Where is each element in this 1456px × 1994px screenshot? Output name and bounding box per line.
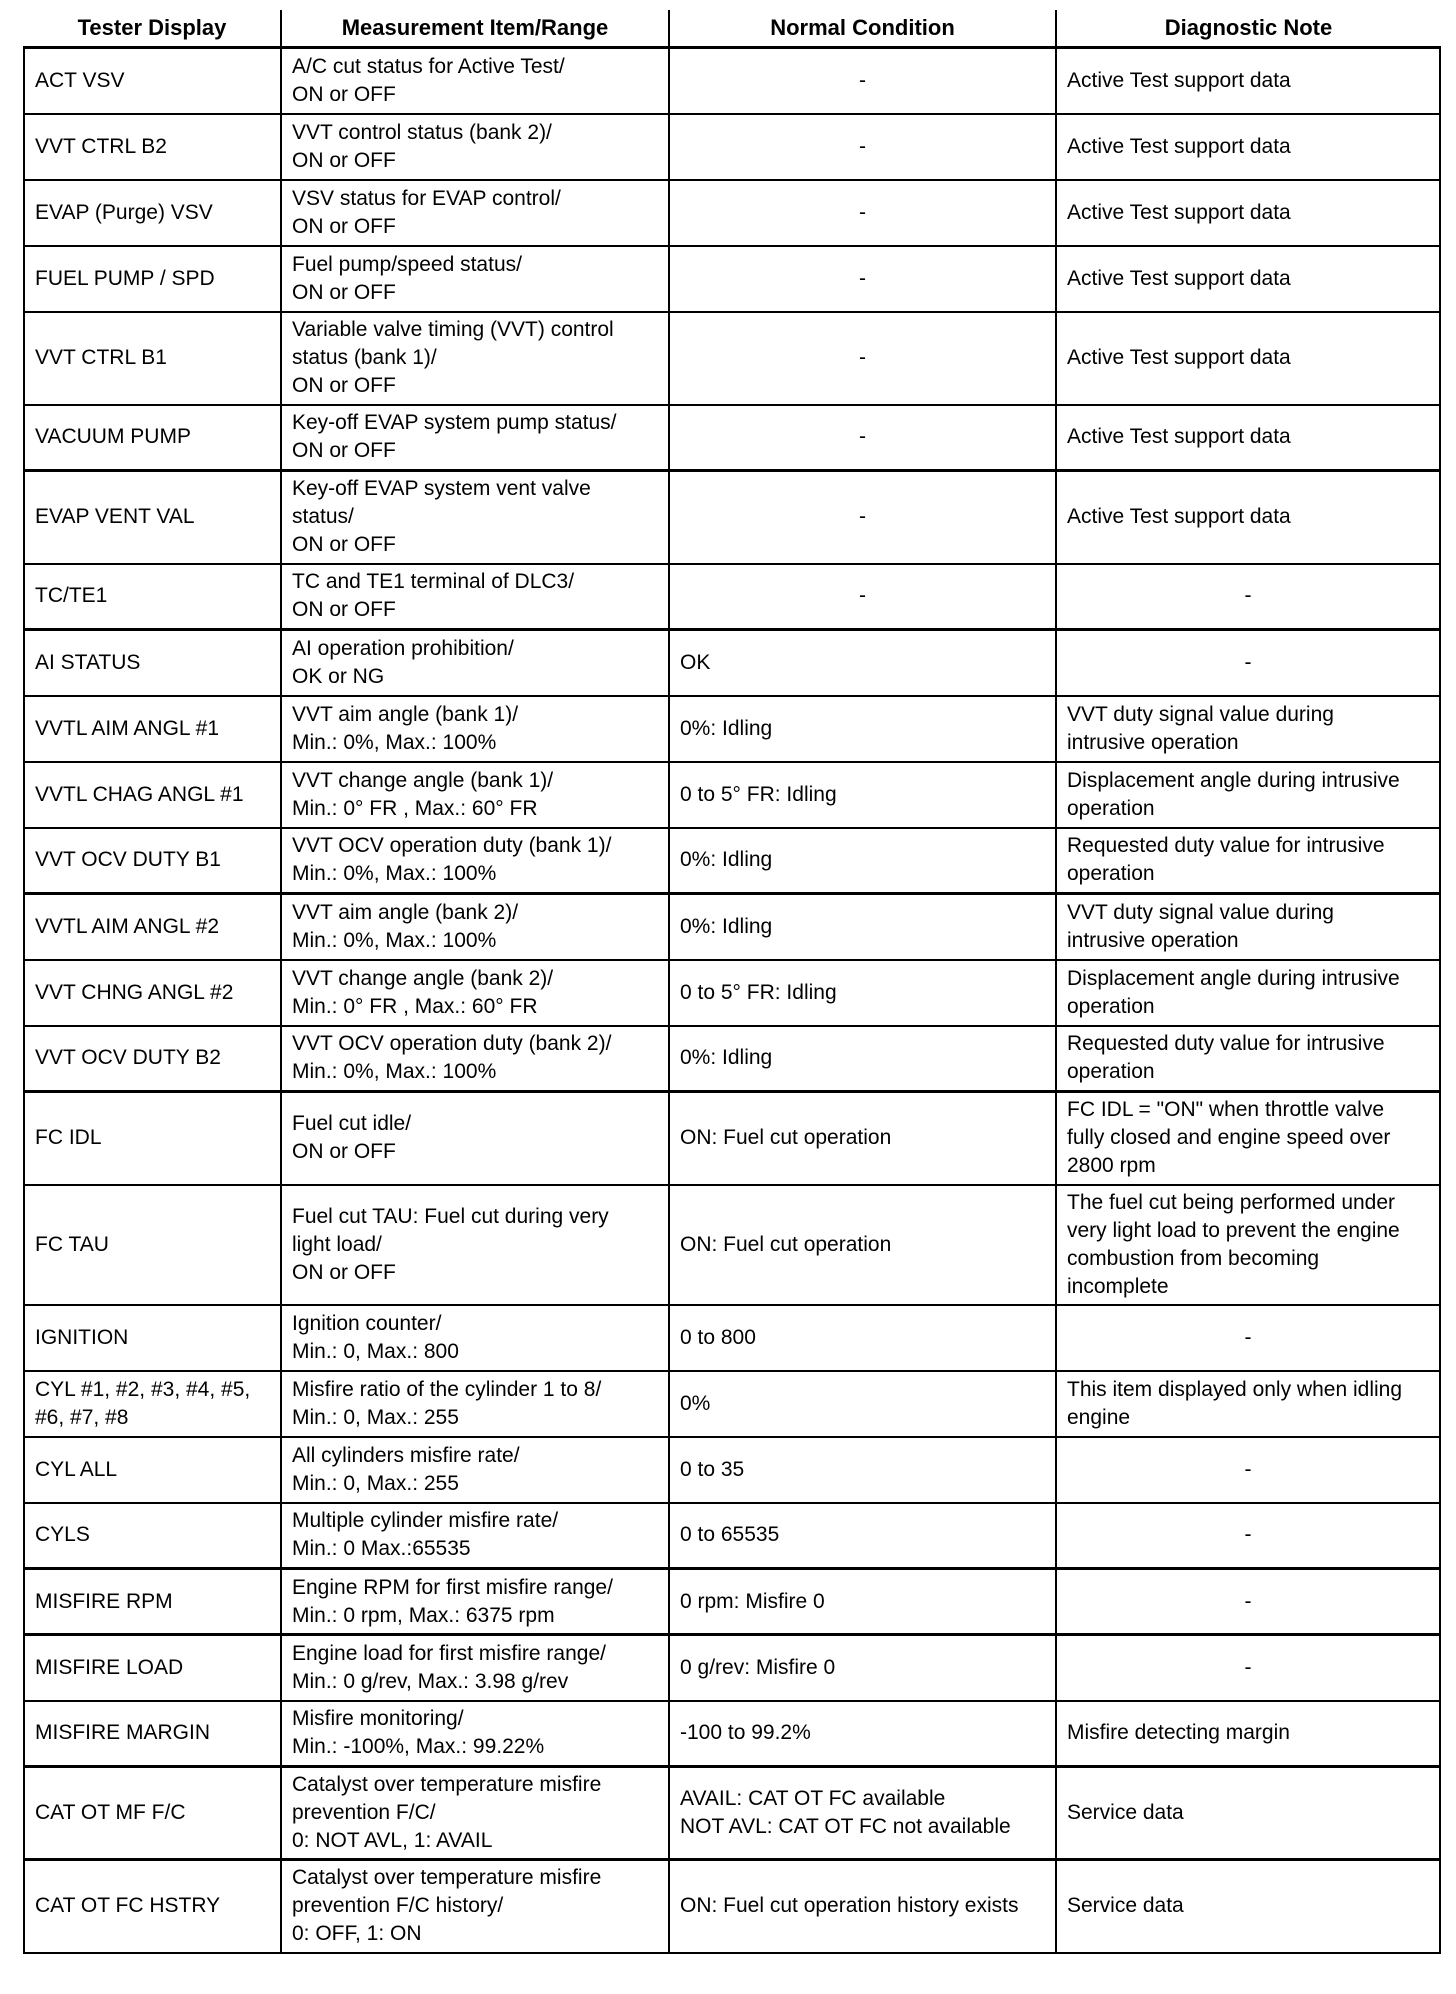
tester-display-cell: TC/TE1 bbox=[24, 564, 281, 630]
tester-display-cell: AI STATUS bbox=[24, 630, 281, 696]
tester-display-cell: VVT CHNG ANGL #2 bbox=[24, 960, 281, 1026]
tester-display-cell: MISFIRE RPM bbox=[24, 1569, 281, 1635]
normal-condition-cell: ON: Fuel cut operation bbox=[669, 1092, 1056, 1185]
tester-display-cell: ACT VSV bbox=[24, 48, 281, 114]
normal-condition-cell: 0% bbox=[669, 1371, 1056, 1437]
diagnostic-note-cell: Requested duty value for intrusive operation bbox=[1056, 1026, 1440, 1092]
measurement-item-cell: VVT OCV operation duty (bank 1)/ Min.: 0%, Max.: 100% bbox=[281, 828, 669, 894]
normal-condition-cell: -100 to 99.2% bbox=[669, 1701, 1056, 1767]
table-row bbox=[24, 1185, 1440, 1305]
measurement-item-cell: VVT change angle (bank 1)/ Min.: 0° FR , Max.: 60° FR bbox=[281, 762, 669, 828]
diagnostic-note-cell: Active Test support data bbox=[1056, 114, 1440, 180]
normal-condition-cell: - bbox=[669, 471, 1056, 564]
normal-condition-cell: 0%: Idling bbox=[669, 828, 1056, 894]
normal-condition-cell: 0%: Idling bbox=[669, 696, 1056, 762]
normal-condition-cell: ON: Fuel cut operation bbox=[669, 1185, 1056, 1305]
tester-display-cell: MISFIRE MARGIN bbox=[24, 1701, 281, 1767]
tester-display-cell: VVTL AIM ANGL #2 bbox=[24, 894, 281, 960]
measurement-item-cell: Variable valve timing (VVT) control status (bank 1)/ ON or OFF bbox=[281, 312, 669, 405]
measurement-item-cell: VVT aim angle (bank 1)/ Min.: 0%, Max.: 100% bbox=[281, 696, 669, 762]
tester-display-cell: VACUUM PUMP bbox=[24, 405, 281, 471]
tester-display-cell: CAT OT FC HSTRY bbox=[24, 1860, 281, 1953]
measurement-item-cell: Fuel pump/speed status/ ON or OFF bbox=[281, 246, 669, 312]
measurement-item-cell: Engine load for first misfire range/ Min.: 0 g/rev, Max.: 3.98 g/rev bbox=[281, 1635, 669, 1701]
diagnostic-note-cell: This item displayed only when idling engine bbox=[1056, 1371, 1440, 1437]
measurement-item-cell: Engine RPM for first misfire range/ Min.: 0 rpm, Max.: 6375 rpm bbox=[281, 1569, 669, 1635]
header-normal-condition: Normal Condition bbox=[669, 10, 1056, 48]
normal-condition-cell: AVAIL: CAT OT FC available NOT AVL: CAT OT FC not available bbox=[669, 1767, 1056, 1860]
diagnostic-note-cell: Active Test support data bbox=[1056, 312, 1440, 405]
table-row bbox=[24, 471, 1440, 564]
measurement-item-cell: Key-off EVAP system pump status/ ON or OFF bbox=[281, 405, 669, 471]
table-row bbox=[24, 1569, 1440, 1635]
normal-condition-cell: - bbox=[669, 180, 1056, 246]
table-row bbox=[24, 1092, 1440, 1185]
measurement-item-cell: Misfire ratio of the cylinder 1 to 8/ Min.: 0, Max.: 255 bbox=[281, 1371, 669, 1437]
measurement-item-cell: VSV status for EVAP control/ ON or OFF bbox=[281, 180, 669, 246]
measurement-item-cell: Fuel cut TAU: Fuel cut during very light load/ ON or OFF bbox=[281, 1185, 669, 1305]
table-row bbox=[24, 114, 1440, 180]
table-row bbox=[24, 1860, 1440, 1953]
normal-condition-cell: - bbox=[669, 48, 1056, 114]
measurement-item-cell: VVT control status (bank 2)/ ON or OFF bbox=[281, 114, 669, 180]
normal-condition-cell: - bbox=[669, 405, 1056, 471]
tester-display-cell: VVT OCV DUTY B1 bbox=[24, 828, 281, 894]
diagnostic-note-cell: Requested duty value for intrusive operation bbox=[1056, 828, 1440, 894]
diagnostic-note-cell: VVT duty signal value during intrusive operation bbox=[1056, 894, 1440, 960]
measurement-item-cell: Fuel cut idle/ ON or OFF bbox=[281, 1092, 669, 1185]
diagnostic-data-table bbox=[23, 10, 1441, 1954]
normal-condition-cell: ON: Fuel cut operation history exists bbox=[669, 1860, 1056, 1953]
header-row bbox=[24, 10, 1440, 48]
table-row bbox=[24, 1437, 1440, 1503]
diagnostic-note-cell: - bbox=[1056, 1503, 1440, 1569]
tester-display-cell: VVT CTRL B1 bbox=[24, 312, 281, 405]
table-row bbox=[24, 1635, 1440, 1701]
diagnostic-note-cell: Active Test support data bbox=[1056, 246, 1440, 312]
normal-condition-cell: - bbox=[669, 564, 1056, 630]
normal-condition-cell: - bbox=[669, 246, 1056, 312]
normal-condition-cell: 0 to 5° FR: Idling bbox=[669, 762, 1056, 828]
tester-display-cell: FUEL PUMP / SPD bbox=[24, 246, 281, 312]
normal-condition-cell: 0 to 800 bbox=[669, 1305, 1056, 1371]
table-row bbox=[24, 762, 1440, 828]
normal-condition-cell: - bbox=[669, 312, 1056, 405]
tester-display-cell: CYL ALL bbox=[24, 1437, 281, 1503]
measurement-item-cell: AI operation prohibition/ OK or NG bbox=[281, 630, 669, 696]
table-row bbox=[24, 1026, 1440, 1092]
diagnostic-note-cell: Active Test support data bbox=[1056, 48, 1440, 114]
normal-condition-cell: - bbox=[669, 114, 1056, 180]
normal-condition-cell: 0 to 5° FR: Idling bbox=[669, 960, 1056, 1026]
diagnostic-note-cell: - bbox=[1056, 1305, 1440, 1371]
measurement-item-cell: Ignition counter/ Min.: 0, Max.: 800 bbox=[281, 1305, 669, 1371]
tester-display-cell: FC IDL bbox=[24, 1092, 281, 1185]
table-row bbox=[24, 894, 1440, 960]
measurement-item-cell: TC and TE1 terminal of DLC3/ ON or OFF bbox=[281, 564, 669, 630]
normal-condition-cell: 0%: Idling bbox=[669, 1026, 1056, 1092]
measurement-item-cell: All cylinders misfire rate/ Min.: 0, Max.: 255 bbox=[281, 1437, 669, 1503]
measurement-item-cell: VVT OCV operation duty (bank 2)/ Min.: 0%, Max.: 100% bbox=[281, 1026, 669, 1092]
table-row bbox=[24, 1701, 1440, 1767]
measurement-item-cell: Multiple cylinder misfire rate/ Min.: 0 Max.:65535 bbox=[281, 1503, 669, 1569]
table-row bbox=[24, 48, 1440, 114]
diagnostic-note-cell: Misfire detecting margin bbox=[1056, 1701, 1440, 1767]
diagnostic-note-cell: - bbox=[1056, 630, 1440, 696]
table-row bbox=[24, 1305, 1440, 1371]
table-row bbox=[24, 312, 1440, 405]
table-row bbox=[24, 1767, 1440, 1860]
measurement-item-cell: A/C cut status for Active Test/ ON or OFF bbox=[281, 48, 669, 114]
table-row bbox=[24, 246, 1440, 312]
measurement-item-cell: Catalyst over temperature misfire prevention F/C history/ 0: OFF, 1: ON bbox=[281, 1860, 669, 1953]
tester-display-cell: EVAP VENT VAL bbox=[24, 471, 281, 564]
table-row bbox=[24, 180, 1440, 246]
header-diagnostic-note: Diagnostic Note bbox=[1056, 10, 1440, 48]
measurement-item-cell: Catalyst over temperature misfire prevention F/C/ 0: NOT AVL, 1: AVAIL bbox=[281, 1767, 669, 1860]
measurement-item-cell: Misfire monitoring/ Min.: -100%, Max.: 99.22% bbox=[281, 1701, 669, 1767]
diagnostic-note-cell: - bbox=[1056, 1635, 1440, 1701]
normal-condition-cell: 0%: Idling bbox=[669, 894, 1056, 960]
header-measurement-item: Measurement Item/Range bbox=[281, 10, 669, 48]
diagnostic-note-cell: FC IDL = "ON" when throttle valve fully closed and engine speed over 2800 rpm bbox=[1056, 1092, 1440, 1185]
table-row bbox=[24, 630, 1440, 696]
table-row bbox=[24, 564, 1440, 630]
tester-display-cell: FC TAU bbox=[24, 1185, 281, 1305]
tester-display-cell: VVT OCV DUTY B2 bbox=[24, 1026, 281, 1092]
diagnostic-note-cell: The fuel cut being performed under very light load to prevent the engine combustion from becoming incomplete bbox=[1056, 1185, 1440, 1305]
tester-display-cell: IGNITION bbox=[24, 1305, 281, 1371]
normal-condition-cell: 0 to 65535 bbox=[669, 1503, 1056, 1569]
measurement-item-cell: VVT change angle (bank 2)/ Min.: 0° FR , Max.: 60° FR bbox=[281, 960, 669, 1026]
tester-display-cell: EVAP (Purge) VSV bbox=[24, 180, 281, 246]
header-tester-display: Tester Display bbox=[24, 10, 281, 48]
normal-condition-cell: 0 rpm: Misfire 0 bbox=[669, 1569, 1056, 1635]
table-row bbox=[24, 405, 1440, 471]
diagnostic-note-cell: Active Test support data bbox=[1056, 180, 1440, 246]
diagnostic-note-cell: - bbox=[1056, 1437, 1440, 1503]
diagnostic-note-cell: - bbox=[1056, 564, 1440, 630]
tester-display-cell: VVT CTRL B2 bbox=[24, 114, 281, 180]
diagnostic-note-cell: Displacement angle during intrusive operation bbox=[1056, 762, 1440, 828]
measurement-item-cell: VVT aim angle (bank 2)/ Min.: 0%, Max.: 100% bbox=[281, 894, 669, 960]
normal-condition-cell: 0 to 35 bbox=[669, 1437, 1056, 1503]
diagnostic-note-cell: Displacement angle during intrusive operation bbox=[1056, 960, 1440, 1026]
normal-condition-cell: OK bbox=[669, 630, 1056, 696]
diagnostic-note-cell: Service data bbox=[1056, 1767, 1440, 1860]
diagnostic-note-cell: Active Test support data bbox=[1056, 471, 1440, 564]
diagnostic-note-cell: Service data bbox=[1056, 1860, 1440, 1953]
diagnostic-note-cell: VVT duty signal value during intrusive operation bbox=[1056, 696, 1440, 762]
tester-display-cell: MISFIRE LOAD bbox=[24, 1635, 281, 1701]
table-row bbox=[24, 960, 1440, 1026]
table-row bbox=[24, 828, 1440, 894]
tester-display-cell: CYL #1, #2, #3, #4, #5, #6, #7, #8 bbox=[24, 1371, 281, 1437]
tester-display-cell: VVTL AIM ANGL #1 bbox=[24, 696, 281, 762]
normal-condition-cell: 0 g/rev: Misfire 0 bbox=[669, 1635, 1056, 1701]
diagnostic-note-cell: - bbox=[1056, 1569, 1440, 1635]
tester-display-cell: VVTL CHAG ANGL #1 bbox=[24, 762, 281, 828]
table-row bbox=[24, 1371, 1440, 1437]
table-row bbox=[24, 1503, 1440, 1569]
table-row bbox=[24, 696, 1440, 762]
diagnostic-note-cell: Active Test support data bbox=[1056, 405, 1440, 471]
measurement-item-cell: Key-off EVAP system vent valve status/ ON or OFF bbox=[281, 471, 669, 564]
tester-display-cell: CYLS bbox=[24, 1503, 281, 1569]
tester-display-cell: CAT OT MF F/C bbox=[24, 1767, 281, 1860]
